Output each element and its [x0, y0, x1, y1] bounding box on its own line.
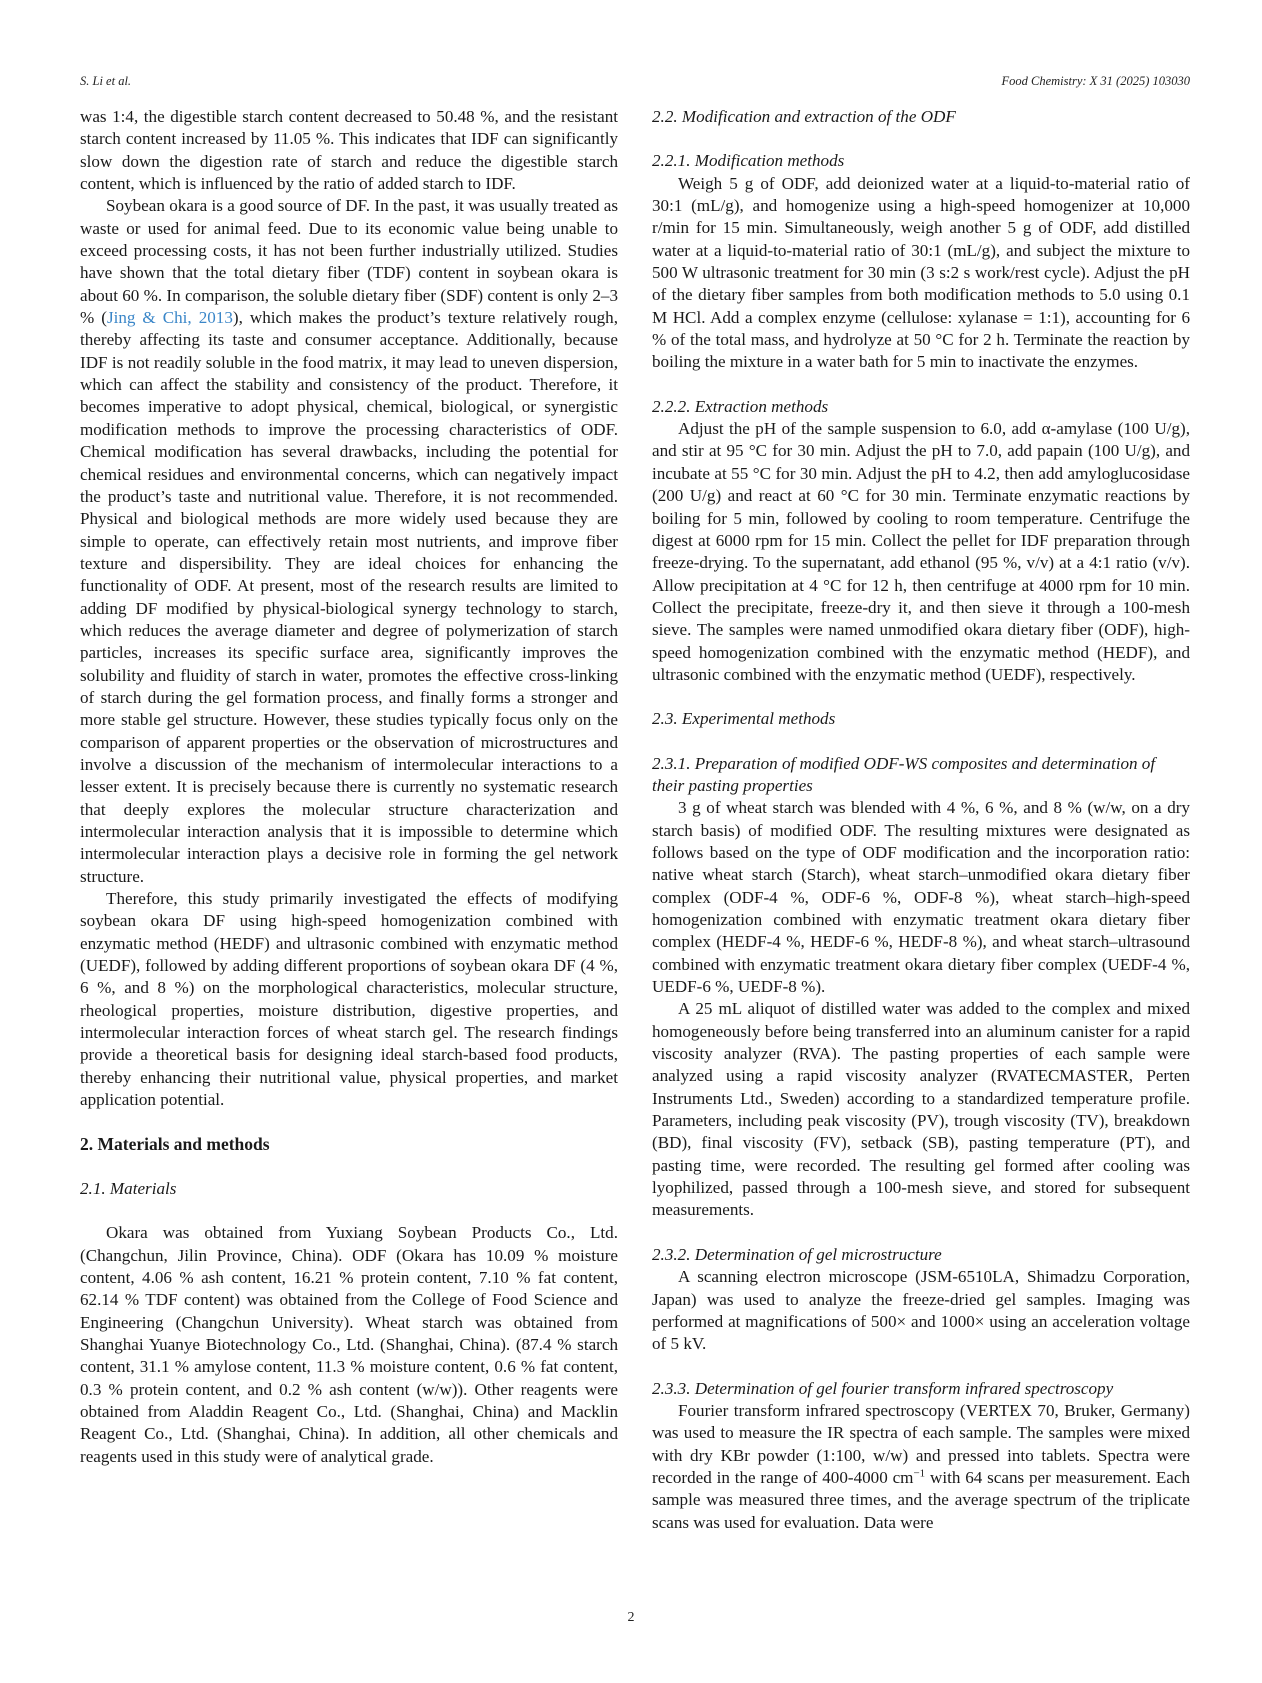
- right-column: [652, 106, 1190, 1534]
- subsubsection-heading-extraction-methods: 2.2.2. Extraction methods: [652, 396, 829, 416]
- subsubsection-heading-modification-methods: 2.2.1. Modification methods: [652, 151, 845, 171]
- materials-paragraph: Okara was obtained from Yuxiang Soybean Products Co., Ltd. (Changchun, Jilin Province, China). ODF (Okara has 10.09 % moisture content, 4.06 % ash content, 16.21 % protein content, 7.10 % fat content, 62.14 % TDF content) was obtained from the College of Food Science and Engineering (Changchun University). Wheat starch was obtained from Shanghai Yuanye Biotechnology Co., Ltd. (Shanghai, China). (87.4 % starch content, 31.1 % amylose content, 11.3 % moisture content, 0.6 % fat content, 0.3 % protein content, and 0.2 % ash content (w/w)). Other reagents were obtained from Aladdin Reagent Co., Ltd. (Shanghai, China) and Macklin Reagent Co., Ltd. (Shanghai, China). In addition, all other chemicals and reagents used in this study were of analytical grade.: [80, 1223, 618, 1466]
- sem-paragraph: A scanning electron microscope (JSM-6510LA, Shimadzu Corporation, Japan) was used to analyze the freeze-dried gel samples. Imaging was performed at magnifications of 500× and 1000× using an acceleration voltage of 5 kV.: [652, 1267, 1190, 1354]
- ftir-superscript: −1: [913, 1467, 926, 1480]
- okara-text-2: ), which makes the product’s texture relatively rough, thereby affecting its taste and consumer acceptance. Additionally, because IDF is not readily soluble in the food matrix, it may lead to uneven dispersion, which can affect the stability and consistency of the product. Therefore, it becomes imperative to adopt physical, chemical, biological, or synergistic modification methods to improve the processing characteristics of ODF. Chemical modification has several drawbacks, including the potential for chemical residues and environmental concerns, which can negatively impact the product’s taste and nutritional value. Therefore, it is not recommended. Physical and biological methods are more widely used because they are simple to operate, can effectively retain most nutrients, and improve fiber texture and dispersibility. They are ideal choices for enhancing the functionality of ODF. At present, most of the research results are limited to adding DF modified by physical-biological synergy technology to starch, which reduces the average diameter and degree of polymerization of starch particles, increases its specific surface area, significantly improves the solubility and fluidity of starch in water, promotes the effective cross-linking of starch during the gel formation process, and finally forms a stronger and more stable gel structure. However, these studies typically focus only on the comparison of apparent properties or the observation of microstructures and involve a discussion of the mechanism of intermolecular interactions to a lesser extent. It is precisely because there is currently no systematic research that deeply explores the molecular structure characterization and intermolecular interaction analysis that it is impossible to determine which intermolecular interaction plays a decisive role in forming the gel network structure.: [80, 308, 618, 886]
- ftir-text-1: Fourier transform infrared spectroscopy (VERTEX 70, Bruker, Germany) was used to measure the IR spectra of each sample. The samples were mixed with dry KBr powder (1:100, w/w) and pressed into tablets. Spectra were recorded in the range of 400-4000 cm: [652, 1400, 1190, 1487]
- subsection-heading-modification-extraction: 2.2. Modification and extraction of the ODF: [652, 107, 956, 126]
- subsection-heading-experimental-methods: 2.3. Experimental methods: [652, 709, 836, 729]
- rva-paragraph: A 25 mL aliquot of distilled water was added to the complex and mixed homogeneously before being transferred into an aluminum canister for a rapid viscosity analyzer (RVA). The pasting properties of each sample were analyzed using a rapid viscosity analyzer (RVATECMASTER, Perten Instruments Ltd., Sweden) according to a standardized temperature profile. Parameters, including peak viscosity (PV), trough viscosity (TV), breakdown (BD), final viscosity (FV), setback (SB), pasting temperature (PT), and pasting time, were recorded. The resulting gel formed after cooling was lyophilized, passed through a 100-mesh sieve, and stored for subsequent measurements.: [652, 999, 1190, 1220]
- page-number: 2: [627, 1610, 635, 1625]
- study-aim-paragraph: Therefore, this study primarily investigated the effects of modifying soybean okara DF using high-speed homogenization combined with enzymatic method (HEDF) and ultrasonic combined with enzymatic method (UEDF), followed by adding different proportions of soybean okara DF (4 %, 6 %, and 8 %) on the morphological characteristics, molecular structure, rheological properties, moisture distribution, digestive properties, and intermolecular interaction forces of wheat starch gel. The research findings provide a theoretical basis for designing ideal starch-based food products, thereby enhancing their nutritional value, physical properties, and market application potential.: [80, 889, 618, 1110]
- running-head-authors: S. Li et al.: [80, 74, 132, 88]
- ftir-paragraph: [652, 1400, 1190, 1534]
- subsubsection-heading-preparation-pasting: 2.3.1. Preparation of modified ODF-WS composites and determination of their pasting properties: [652, 753, 1156, 795]
- intro-paragraph-continued: was 1:4, the digestible starch content decreased to 50.48 %, and the resistant starch content increased by 11.05 %. This indicates that IDF can significantly slow down the digestion rate of starch and reduce the digestible starch content, which is influenced by the ratio of added starch to IDF.: [80, 107, 618, 194]
- extraction-paragraph: Adjust the pH of the sample suspension to 6.0, add α-amylase (100 U/g), and stir at 95 °C for 30 min. Adjust the pH to 7.0, add papain (100 U/g), and incubate at 55 °C for 30 min. Adjust the pH to 4.2, then add amyloglucosidase (200 U/g) and react at 60 °C for 30 min. Terminate enzymatic reactions by boiling for 5 min, followed by cooling to room temperature. Centrifuge the digest at 6000 rpm for 15 min. Collect the pellet for IDF preparation through freeze-drying. To the supernatant, add ethanol (95 %, v/v) at a 4:1 ratio (v/v). Allow precipitation at 4 °C for 12 h, then centrifuge at 4000 rpm for 10 min. Collect the precipitate, freeze-dry it, and then sieve it through a 100-mesh sieve. The samples were named unmodified okara dietary fiber (ODF), high-speed homogenization combined with the enzymatic method (HEDF), and ultrasonic combined with the enzymatic method (UEDF), respectively.: [652, 419, 1190, 684]
- modification-paragraph: Weigh 5 g of ODF, add deionized water at a liquid-to-material ratio of 30:1 (mL/g), and homogenize using a high-speed homogenizer at 10,000 r/min for 15 min. Simultaneously, weigh another 5 g of ODF, add distilled water at a liquid-to-material ratio of 30:1 (mL/g), and subject the mixture to 500 W ultrasonic treatment for 30 min (3 s:2 s work/rest cycle). Adjust the pH of the dietary fiber samples from both modification methods to 5.0 using 0.1 M HCl. Add a complex enzyme (cellulose: xylanase = 1:1), accounting for 6 % of the total mass, and hydrolyze at 50 °C for 2 h. Terminate the reaction by boiling the mixture in a water bath for 5 min to inactivate the enzymes.: [652, 173, 1190, 372]
- ftir-text-2: with 64 scans per measurement. Each sample was measured three times, and the average spectrum of the triplicate scans was used for evaluation. Data were: [652, 1467, 1190, 1532]
- left-column: [80, 106, 618, 1468]
- subsubsection-heading-ftir: 2.3.3. Determination of gel fourier transform infrared spectroscopy: [652, 1378, 1114, 1398]
- subsection-heading-materials: 2.1. Materials: [80, 1178, 177, 1198]
- running-head-journal: Food Chemistry: X 31 (2025) 103030: [1001, 74, 1190, 88]
- subsubsection-heading-microstructure: 2.3.2. Determination of gel microstructure: [652, 1244, 942, 1264]
- section-heading-materials-methods: 2. Materials and methods: [80, 1134, 270, 1155]
- citation-link-jing-chi[interactable]: Jing & Chi, 2013: [106, 308, 233, 328]
- preparation-paragraph: 3 g of wheat starch was blended with 4 %, 6 %, and 8 % (w/w, on a dry starch basis) of modified ODF. The resulting mixtures were designated as follows based on the type of ODF modification and the incorporation ratio: native wheat starch (Starch), wheat starch–unmodified okara dietary fiber complex (ODF-4 %, ODF-6 %, ODF-8 %), wheat starch–high-speed homogenization combined with enzymatic treatment okara dietary fiber complex (HEDF-4 %, HEDF-6 %, HEDF-8 %), and wheat starch–ultrasound combined with enzymatic treatment okara dietary fiber complex (UEDF-4 %, UEDF-6 %, UEDF-8 %).: [652, 798, 1190, 997]
- okara-text-1: Soybean okara is a good source of DF. In the past, it was usually treated as waste or used for animal feed. Due to its economic value being unable to exceed processing costs, it has not been further industrially utilized. Studies have shown that the total dietary fiber (TDF) content in soybean okara is about 60 %. In comparison, the soluble dietary fiber (SDF) content is only 2–3 % (: [80, 196, 618, 328]
- okara-paragraph: [80, 195, 618, 888]
